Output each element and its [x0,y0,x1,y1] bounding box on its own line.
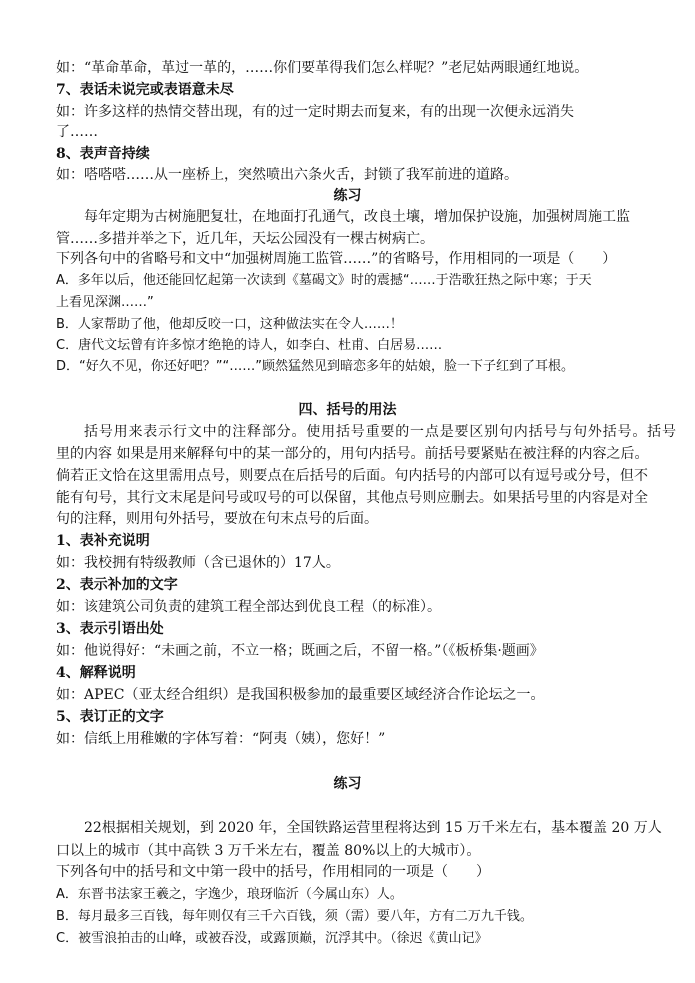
exercise-question: 下列各句中的省略号和文中“加强树周施工监管……”的省略号，作用相同的一项是（ ） [56,251,617,267]
section-heading: 8、表声音持续 [56,146,150,162]
example-line: 如：APEC（亚太经合组织）是我国积极参加的最重要区域经济合作论坛之一。 [56,687,545,703]
body-paragraph: 句的注释，则用句外括号，要放在句末点号的后面。 [56,511,378,527]
example-line: 如：“革命革命，革过一革的，……你们要革得我们怎么样呢？”老尼姑两眼通红地说。 [56,60,589,76]
section-heading: 7、表话未说完或表语意未尽 [56,82,234,98]
exercise-title: 练习 [333,776,362,792]
section-title: 四、括号的用法 [298,402,397,418]
section-heading: 2、表示补加的文字 [56,577,178,593]
option-c: C．唐代文坛曾有许多惊才绝艳的诗人，如李白、杜甫、白居易…… [56,338,443,353]
example-line: 如：嗒嗒嗒……从一座桥上，突然喷出六条火舌，封锁了我军前进的道路。 [56,167,518,183]
exercise-title: 练习 [333,188,362,204]
body-paragraph: 倘若正文恰在这里需用点号，则要点在后括号的后面。句内括号的内部可以有逗号或分号，但不 [56,468,648,484]
body-paragraph: 能有句号，其行文末尾是问号或叹号的可以保留，其他点号则应删去。如果括号里的内容是对全 [56,490,648,506]
exercise-passage: 管……多措并举之下，近几年，天坛公园没有一棵古树病亡。 [56,231,434,247]
example-line: 如：我校拥有特级教师（含已退休的）17人。 [56,555,340,571]
option-b: B．人家帮助了他，他却反咬一口，这种做法实在令人……！ [56,317,403,332]
exercise-passage: 每年定期为古树施肥复壮，在地面打孔通气，改良土壤，增加保护设施，加强树周施工监 [84,209,630,225]
option-b: B．每月最多三百钱，每年则仅有三千六百钱，须（需）要八年，方有二万九千钱。 [56,909,533,924]
example-line: 如：该建筑公司负责的建筑工程全部达到优良工程（的标准）。 [56,599,441,615]
exercise-passage: 口以上的城市（其中高铁 3 万千米左右，覆盖 80%以上的大城市）。 [56,843,481,859]
body-paragraph: 里的内容 如果是用来解释句中的某一部分的，用句内括号。前括号要紧贴在被注释的内容之后。 [56,446,648,462]
section-heading: 5、表订正的文字 [56,709,164,725]
example-line: 如：许多这样的热情交替出现，有的过一定时期去而复来，有的出现一次便永远消失 [56,104,574,120]
section-heading: 4、解释说明 [56,665,136,681]
option-a: A．多年以后，他还能回忆起第一次读到《墓碣文》时的震撼“……于浩歌狂热之际中寒；于天 [56,273,592,288]
exercise-question: 下列各句中的括号和文中第一段中的括号，作用相同的一项是（ ） [56,864,490,880]
option-a: A．东晋书法家王羲之，字逸少，琅玡临沂（今属山东）人。 [56,887,403,902]
example-line: 了…… [56,124,98,140]
exercise-passage: 22根据相关规划，到 2020 年，全国铁路运营里程将达到 15 万千米左右，基本覆盖 20 万人 [84,820,662,836]
body-paragraph: 括号用来表示行文中的注释部分。使用括号重要的一点是要区别句内括号与句外括号。括号 [84,424,676,440]
section-heading: 1、表补充说明 [56,533,150,549]
option-c: C．被雪浪拍击的山峰，或被吞没，或露顶巅，沉浮其中。（徐迟《黄山记》 [56,931,488,946]
option-a-continued: 上看见深渊……” [56,295,154,310]
example-line: 如：信纸上用稚嫩的字体写着：“阿夷（姨），您好！” [56,731,386,747]
option-d: D．“好久不见，你还好吧？”“……”顾然猛然见到暗恋多年的姑娘，脸一下子红到了耳根。 [56,359,574,374]
section-heading: 3、表示引语出处 [56,621,164,637]
example-line: 如：他说得好：“未画之前，不立一格；既画之后，不留一格。”（《板桥集·题画》 [56,643,544,659]
